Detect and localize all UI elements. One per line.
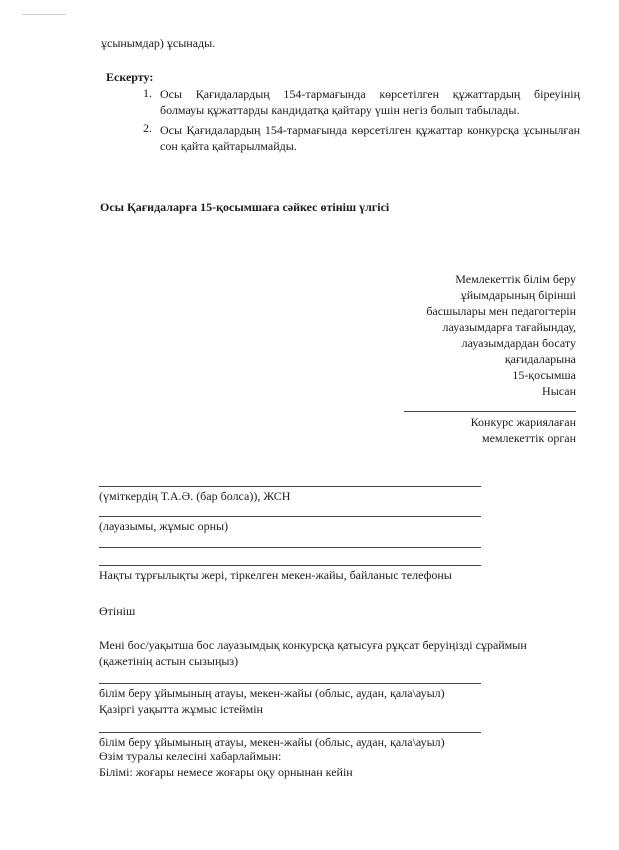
position-caption: (лауазымы, жұмыс орны) [99, 519, 229, 533]
current-work: Қазіргі уақытта жұмыс істеймін [99, 702, 263, 716]
org-line-1 [99, 683, 481, 684]
org-caption-2: білім беру ұйымының атауы, мекен-жайы (облыс, аудан, қала\ауыл) [99, 735, 445, 749]
note-item-text-line: болмауы құжаттарды кандидатқа қайтару үшін негіз болып табылады. [160, 103, 520, 117]
position-line [99, 516, 481, 517]
note-item-text-line: сон қайта қайтарылмайды. [160, 139, 297, 153]
top-line: ұсынымдар) ұсынады. [101, 36, 216, 50]
annex-line: қағидаларына [504, 352, 576, 366]
blank-line [99, 547, 481, 548]
annex-line: Нысан [542, 384, 576, 398]
org-line-2 [99, 732, 481, 733]
annex-line: ұйымдарының бірінші [460, 288, 576, 302]
application-heading: Өтініш [99, 604, 136, 618]
note-item-number: 2. [143, 121, 152, 135]
annex-line: 15-қосымша [512, 368, 576, 382]
organ-signature-line [404, 411, 576, 412]
scan-artifact [22, 14, 66, 15]
note-item-text-line: Осы Қағидалардың 154-тармағында көрсетілген құжаттардың біреуінің [160, 87, 580, 101]
applicant-caption: (үміткердің Т.А.Ә. (бар болса)), ЖСН [99, 489, 291, 503]
address-line [99, 565, 481, 566]
note-heading: Ескерту: [106, 70, 154, 84]
education-line: Білімі: жоғары немесе жоғары оқу орнынан кейін [99, 765, 353, 779]
inform-line: Өзім туралы келесіні хабарлаймын: [99, 749, 282, 763]
note-item-number: 1. [143, 86, 152, 100]
organ-label: Конкурс жариялаған [470, 415, 576, 429]
annex-line: лауазымдарға тағайындау, [442, 320, 576, 334]
request-line: Мені бос/уақытша бос лауазымдық конкурсқа қатысуға рұқсат беруіңізді сұраймын [99, 638, 527, 652]
applicant-line [99, 486, 481, 487]
annex-line: лауазымдардан босату [461, 336, 576, 350]
annex-line: басшылары мен педагогтерін [426, 304, 576, 318]
note-item-text-line: Осы Қағидалардың 154-тармағында көрсетілген құжаттар конкурсқа ұсынылған [160, 123, 580, 137]
annex-line: Мемлекеттік білім беру [455, 272, 576, 286]
address-caption: Нақты тұрғылықты жері, тіркелген мекен-жайы, байланыс телефоны [99, 568, 452, 582]
org-caption-1: білім беру ұйымының атауы, мекен-жайы (облыс, аудан, қала\ауыл) [99, 686, 445, 700]
request-line: (қажетінің астын сызыңыз) [99, 654, 239, 668]
form-title: Осы Қағидаларға 15-қосымшаға сәйкес өтініш үлгісі [100, 200, 390, 214]
organ-label: мемлекеттік орган [481, 431, 576, 445]
